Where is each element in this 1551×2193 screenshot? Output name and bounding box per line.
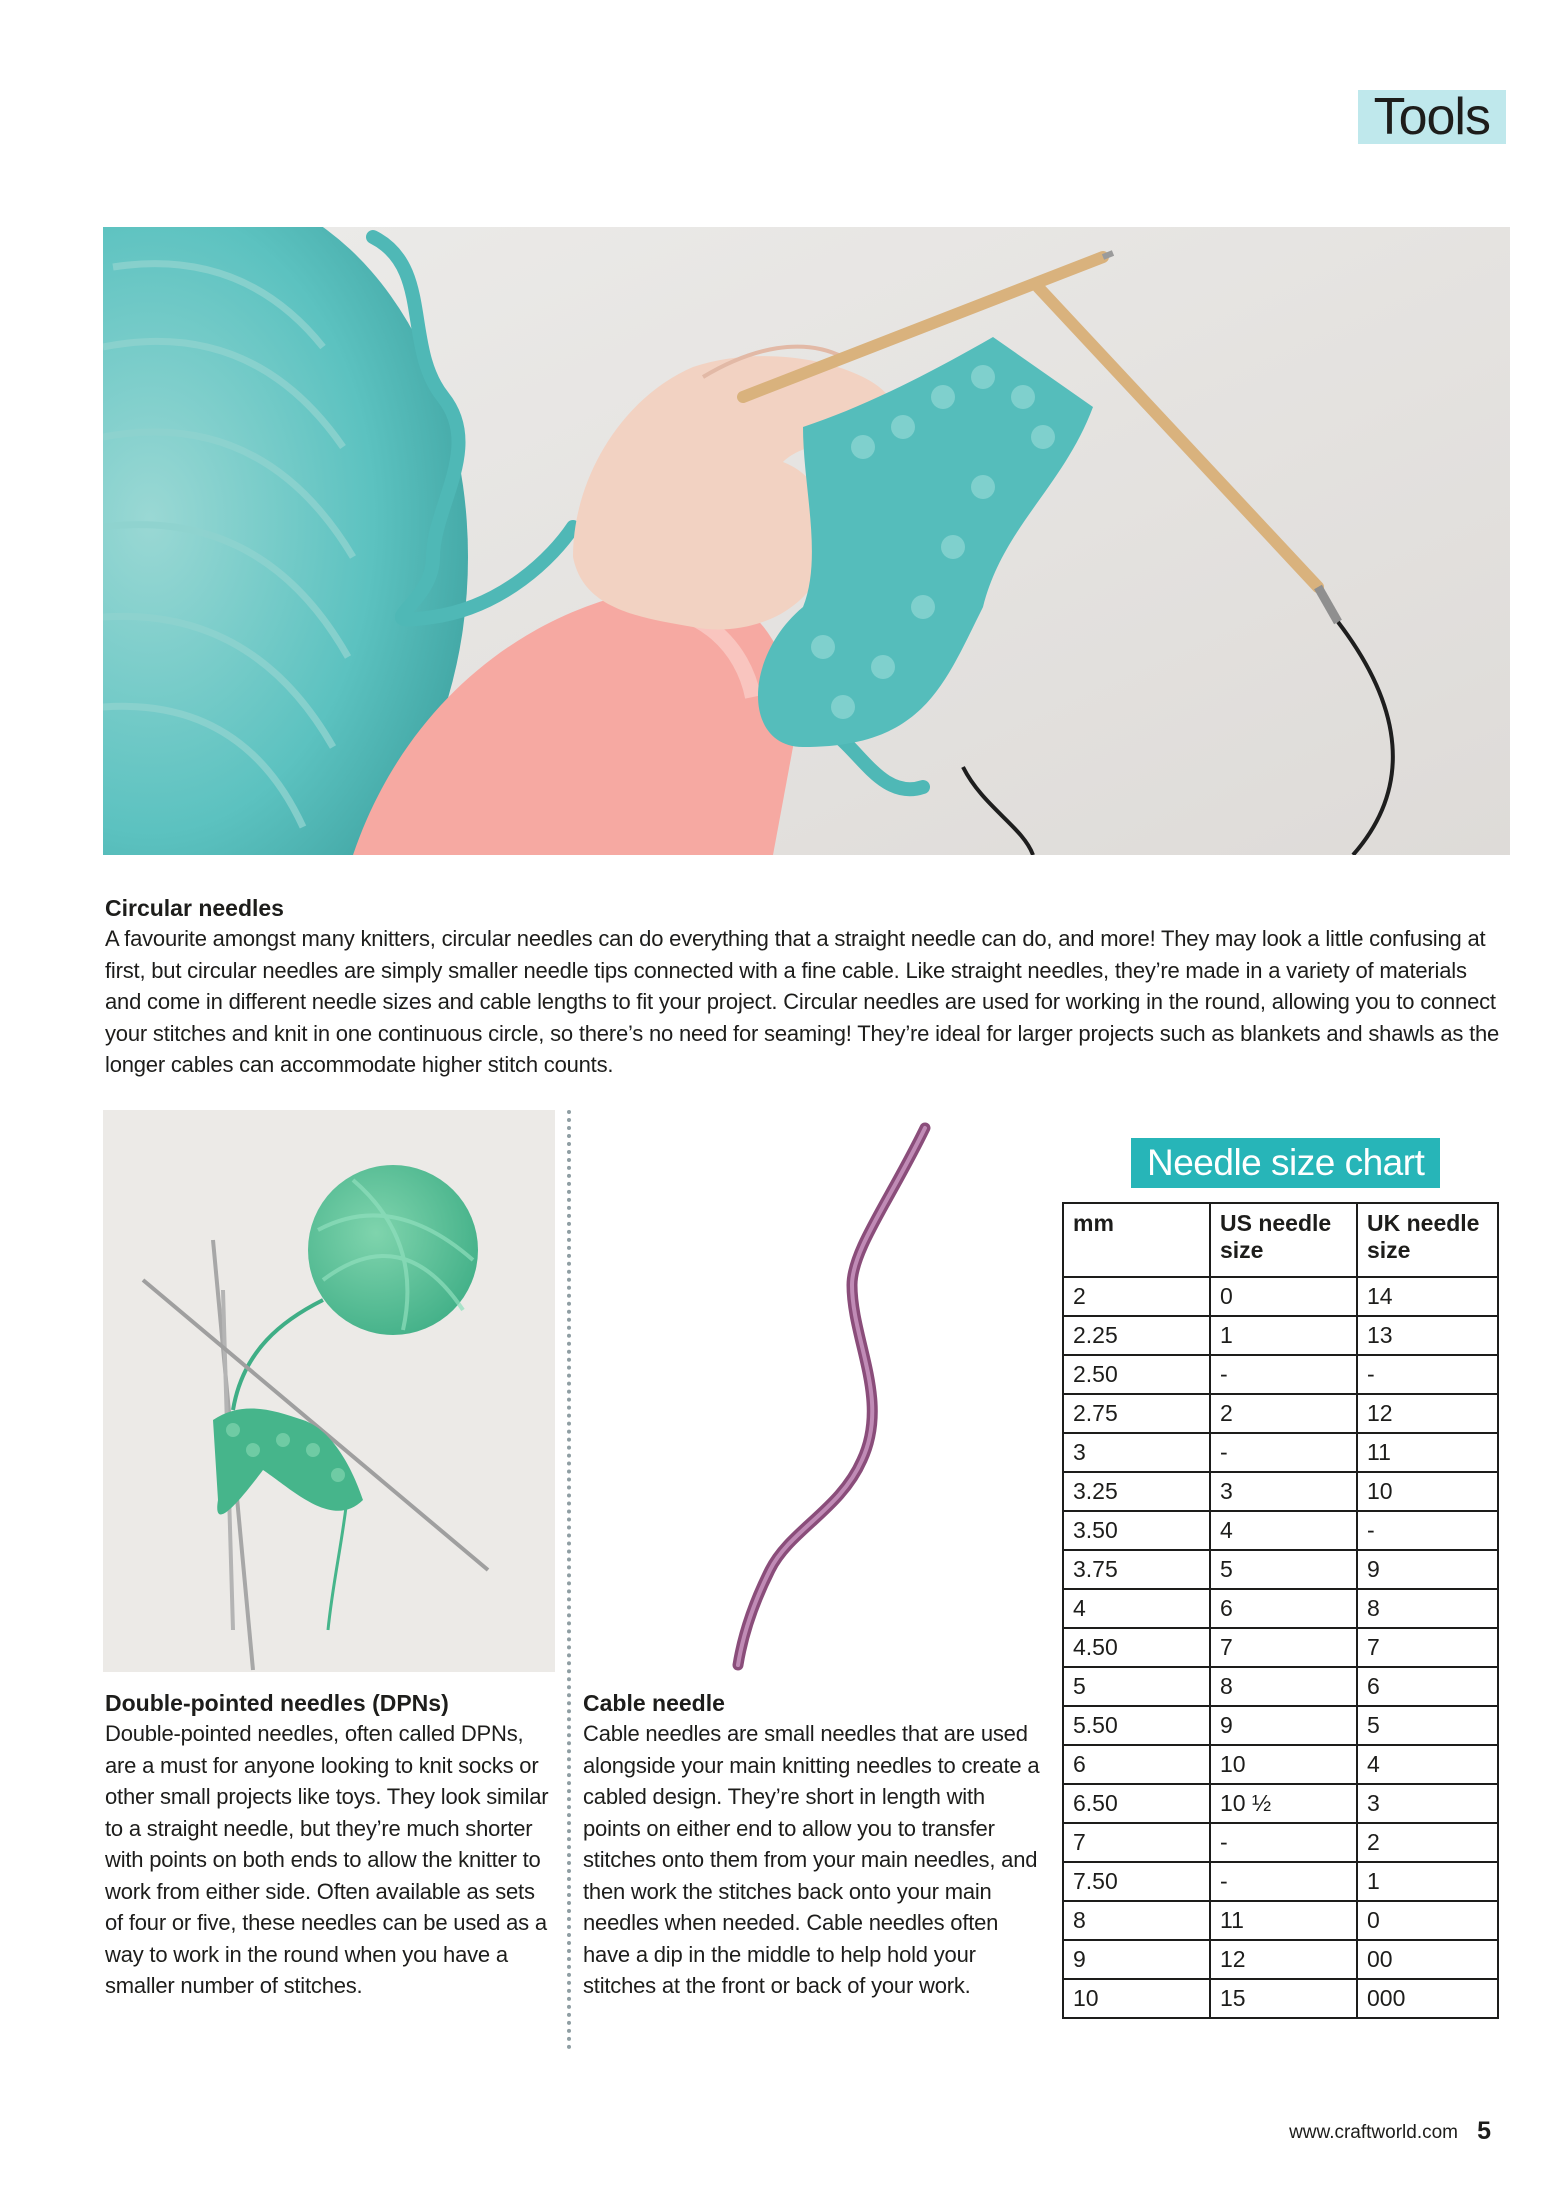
cell-uk-size: 4 — [1357, 1745, 1498, 1784]
cell-mm: 9 — [1063, 1940, 1210, 1979]
cell-us-size: 5 — [1210, 1550, 1357, 1589]
cell-mm: 7 — [1063, 1823, 1210, 1862]
table-row — [1063, 1862, 1498, 1901]
cell-mm: 3.25 — [1063, 1472, 1210, 1511]
cell-mm: 4 — [1063, 1589, 1210, 1628]
table-row — [1063, 1394, 1498, 1433]
cell-us-size: 4 — [1210, 1511, 1357, 1550]
circular-needles-body: A favourite amongst many knitters, circular needles can do everything that a straight needle can do, and more! They may look a little confusing at first, but circular needles are simply smaller needle tips connected with a fine cable. Like straight needles, they’re made in a variety of materials and come in different needle sizes and cable lengths to fit your project. Circular needles are used for working in the round, allowing you to connect your stitches and knit in one continuous circle, so there’s no need for seaming! They’re ideal for larger projects such as blankets and shawls as the longer cables can accommodate higher stitch counts. — [105, 926, 1500, 1077]
column-header-uk: UK needle size — [1357, 1203, 1498, 1277]
cell-us-size: - — [1210, 1355, 1357, 1394]
cell-us-size: 15 — [1210, 1979, 1357, 2018]
cell-mm: 5.50 — [1063, 1706, 1210, 1745]
cell-us-size: 6 — [1210, 1589, 1357, 1628]
cell-mm: 3.50 — [1063, 1511, 1210, 1550]
cell-uk-size: 9 — [1357, 1550, 1498, 1589]
table-row — [1063, 1706, 1498, 1745]
cell-us-size: 2 — [1210, 1394, 1357, 1433]
cell-uk-size: 000 — [1357, 1979, 1498, 2018]
table-row — [1063, 1316, 1498, 1355]
cell-mm: 4.50 — [1063, 1628, 1210, 1667]
cell-uk-size: - — [1357, 1511, 1498, 1550]
cell-us-size: 10 ½ — [1210, 1784, 1357, 1823]
cell-uk-size: 00 — [1357, 1940, 1498, 1979]
cell-uk-size: 7 — [1357, 1628, 1498, 1667]
table-header-row — [1063, 1203, 1498, 1277]
cell-uk-size: 0 — [1357, 1901, 1498, 1940]
cell-uk-size: 14 — [1357, 1277, 1498, 1316]
table-row — [1063, 1823, 1498, 1862]
cell-us-size: - — [1210, 1862, 1357, 1901]
cell-mm: 3.75 — [1063, 1550, 1210, 1589]
dpn-body: Double-pointed needles, often called DPNs, are a must for anyone looking to knit socks or other small projects like toys. They look similar to a straight needle, but they’re much shorter with points on both ends to allow the knitter to work from either side. Often available as sets of four or five, these needles can be used as a way to work in the round when you have a smaller number of stitches. — [105, 1721, 549, 1998]
cell-uk-size: 8 — [1357, 1589, 1498, 1628]
cell-uk-size: 12 — [1357, 1394, 1498, 1433]
needle-size-table — [1062, 1202, 1499, 2019]
cell-mm: 7.50 — [1063, 1862, 1210, 1901]
circular-needles-heading: Circular needles — [105, 895, 284, 921]
cell-us-size: 3 — [1210, 1472, 1357, 1511]
table-row — [1063, 1355, 1498, 1394]
cell-us-size: 0 — [1210, 1277, 1357, 1316]
cell-mm: 10 — [1063, 1979, 1210, 2018]
cell-mm: 3 — [1063, 1433, 1210, 1472]
column-divider — [567, 1110, 571, 2050]
section-title: Tools — [1358, 90, 1506, 144]
cell-uk-size: 6 — [1357, 1667, 1498, 1706]
cell-uk-size: 10 — [1357, 1472, 1498, 1511]
cell-mm: 2 — [1063, 1277, 1210, 1316]
cell-mm: 2.25 — [1063, 1316, 1210, 1355]
cell-us-size: 7 — [1210, 1628, 1357, 1667]
cable-needle-body: Cable needles are small needles that are used alongside your main knitting needles to create a cabled design. They’re short in length with points on either end to allow you to transfer stitches onto them from your main needles, and then work the stitches back onto your main needles when needed. Cable needles often have a dip in the middle to help hold your stitches at the front or back of your work. — [583, 1721, 1040, 1998]
table-row — [1063, 1628, 1498, 1667]
page-number: 5 — [1477, 2117, 1491, 2145]
cell-uk-size: - — [1357, 1355, 1498, 1394]
table-row — [1063, 1901, 1498, 1940]
table-row — [1063, 1745, 1498, 1784]
table-row — [1063, 1784, 1498, 1823]
cell-mm: 2.75 — [1063, 1394, 1210, 1433]
needle-chart-title: Needle size chart — [1131, 1138, 1440, 1188]
table-row — [1063, 1511, 1498, 1550]
column-header-us: US needle size — [1210, 1203, 1357, 1277]
cell-mm: 2.50 — [1063, 1355, 1210, 1394]
table-row — [1063, 1979, 1498, 2018]
cell-uk-size: 1 — [1357, 1862, 1498, 1901]
cell-uk-size: 11 — [1357, 1433, 1498, 1472]
cell-uk-size: 13 — [1357, 1316, 1498, 1355]
cell-mm: 6 — [1063, 1745, 1210, 1784]
cell-us-size: 9 — [1210, 1706, 1357, 1745]
cable-needle-heading: Cable needle — [583, 1690, 725, 1716]
table-row — [1063, 1667, 1498, 1706]
cell-us-size: - — [1210, 1433, 1357, 1472]
table-row — [1063, 1550, 1498, 1589]
cell-us-size: 8 — [1210, 1667, 1357, 1706]
cell-mm: 5 — [1063, 1667, 1210, 1706]
cell-uk-size: 2 — [1357, 1823, 1498, 1862]
cell-us-size: 10 — [1210, 1745, 1357, 1784]
table-row — [1063, 1433, 1498, 1472]
table-row — [1063, 1277, 1498, 1316]
cell-us-size: 11 — [1210, 1901, 1357, 1940]
cell-mm: 8 — [1063, 1901, 1210, 1940]
circular-needles-photo — [103, 227, 1510, 855]
column-header-mm: mm — [1063, 1203, 1210, 1277]
dpn-photo — [103, 1110, 555, 1672]
cell-us-size: 1 — [1210, 1316, 1357, 1355]
dpn-heading: Double-pointed needles (DPNs) — [105, 1690, 449, 1716]
footer-url: www.craftworld.com — [1289, 2122, 1458, 2143]
table-row — [1063, 1589, 1498, 1628]
table-row — [1063, 1472, 1498, 1511]
cell-us-size: - — [1210, 1823, 1357, 1862]
cable-needle-photo — [590, 1110, 990, 1672]
table-row — [1063, 1940, 1498, 1979]
cell-mm: 6.50 — [1063, 1784, 1210, 1823]
cell-us-size: 12 — [1210, 1940, 1357, 1979]
cell-uk-size: 3 — [1357, 1784, 1498, 1823]
cell-uk-size: 5 — [1357, 1706, 1498, 1745]
